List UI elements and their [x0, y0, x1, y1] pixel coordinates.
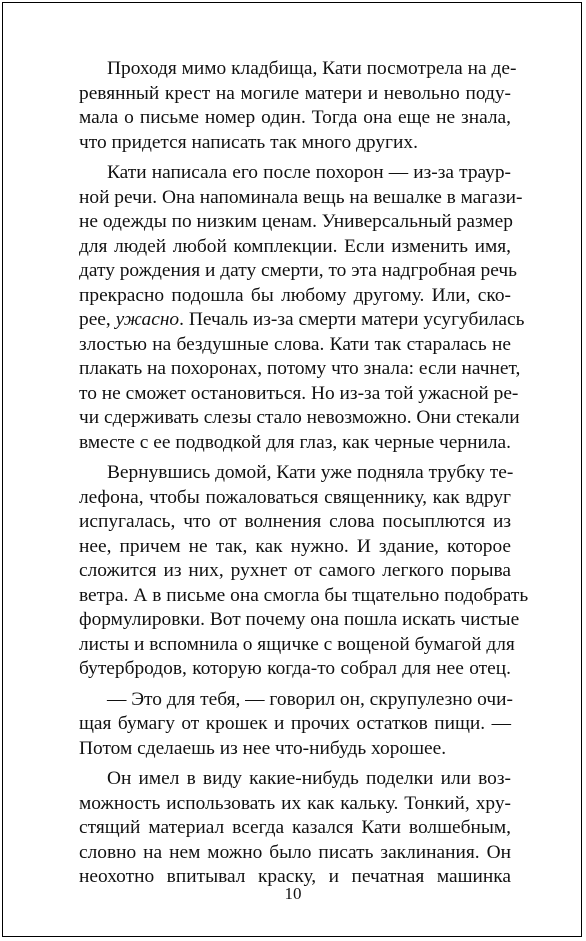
text-line: дату рождения и дату смерти, то эта надгробная речь [79, 260, 517, 281]
text-line: что придется написать так много других. [79, 131, 418, 153]
paragraph-5 [79, 767, 511, 890]
text-line: Потом сделаешь из нее что-нибудь хорошее. [79, 737, 447, 759]
text-line: Он имел в виду какие-нибудь поделки или воз- [107, 768, 511, 789]
emphasized-word: ужасно [115, 309, 180, 330]
text-line: можность использовать их как кальку. Тонкий, хру- [79, 792, 511, 814]
paragraph-4 [79, 688, 511, 762]
text-line: Проходя мимо кладбища, Кати посмотрела на де- [107, 58, 517, 79]
book-page [2, 2, 582, 937]
paragraph-2 [79, 161, 525, 455]
text-line: стящий материал всегда казался Кати волшебным, [79, 817, 511, 838]
text-line: Кати написала его после похорон — из-за траур- [107, 162, 511, 183]
text-line: неохотно впитывал краску, и печатная машинка [79, 866, 511, 887]
text-line: формулировки. Вот почему она пошла искать чистые [79, 609, 520, 630]
text-line: — Это для тебя, — говорил он, скрупулезно очи- [107, 688, 513, 710]
paragraph-3 [79, 461, 529, 682]
text-line: для людей любой комплекции. Если изменить имя, [79, 235, 511, 257]
page-number: 10 [284, 884, 302, 903]
text-line: злостью на бездушные слова. Кати так старалась не [79, 333, 511, 355]
text-line: испугалась, что от волнения слова посыплются из [79, 511, 511, 532]
text-line: чи сдерживать слезы стало невозможно. Они стекали [79, 407, 520, 428]
text-line: лефона, чтобы пожаловаться священнику, как вдруг [79, 486, 511, 508]
text-line: Вернувшись домой, Кати уже подняла трубку те- [107, 462, 514, 483]
text-line: листы и вспомнила о ящичке с вощеной бумагой для [79, 633, 515, 655]
text-line: сложится из них, рухнет от самого легкого порыва [79, 560, 511, 581]
text-line: словно на нем можно было писать заклинания. Он [79, 841, 511, 863]
text-line: плакать на похоронах, потому что знала: если начнет, [79, 358, 521, 379]
text-line: бутербродов, которую когда-то собрал для нее отец. [79, 658, 511, 679]
text-line: мала о письме номер один. Тогда она еще не знала, [79, 107, 511, 128]
text-line-emphasis: рее, ужасно. Печаль из-за смерти матери усугубилась [79, 309, 525, 330]
text-line: вместе с ее подводкой для глаз, как черные чернила. [79, 431, 511, 453]
text-line: ревянный крест на могиле матери и невольно поду- [79, 82, 511, 104]
text-line: прекрасно подошла бы любому другому. Или, ско- [79, 284, 511, 306]
body-text [79, 57, 529, 896]
text-line: не одежды по низким ценам. Универсальный размер [79, 211, 513, 232]
text-line: ветра. А в письме она смогла бы тщательно подобрать [79, 584, 529, 606]
text-line: ной речи. Она напоминала вещь на вешалке в магази- [79, 186, 523, 208]
text-line: нее, причем не так, как нужно. И здание, которое [79, 535, 511, 557]
text-line: то не сможет остановиться. Но из-за той ужасной ре- [79, 382, 519, 404]
paragraph-1 [79, 57, 517, 155]
text-line: щая бумагу от крошек и прочих остатков пищи. — [79, 713, 511, 734]
